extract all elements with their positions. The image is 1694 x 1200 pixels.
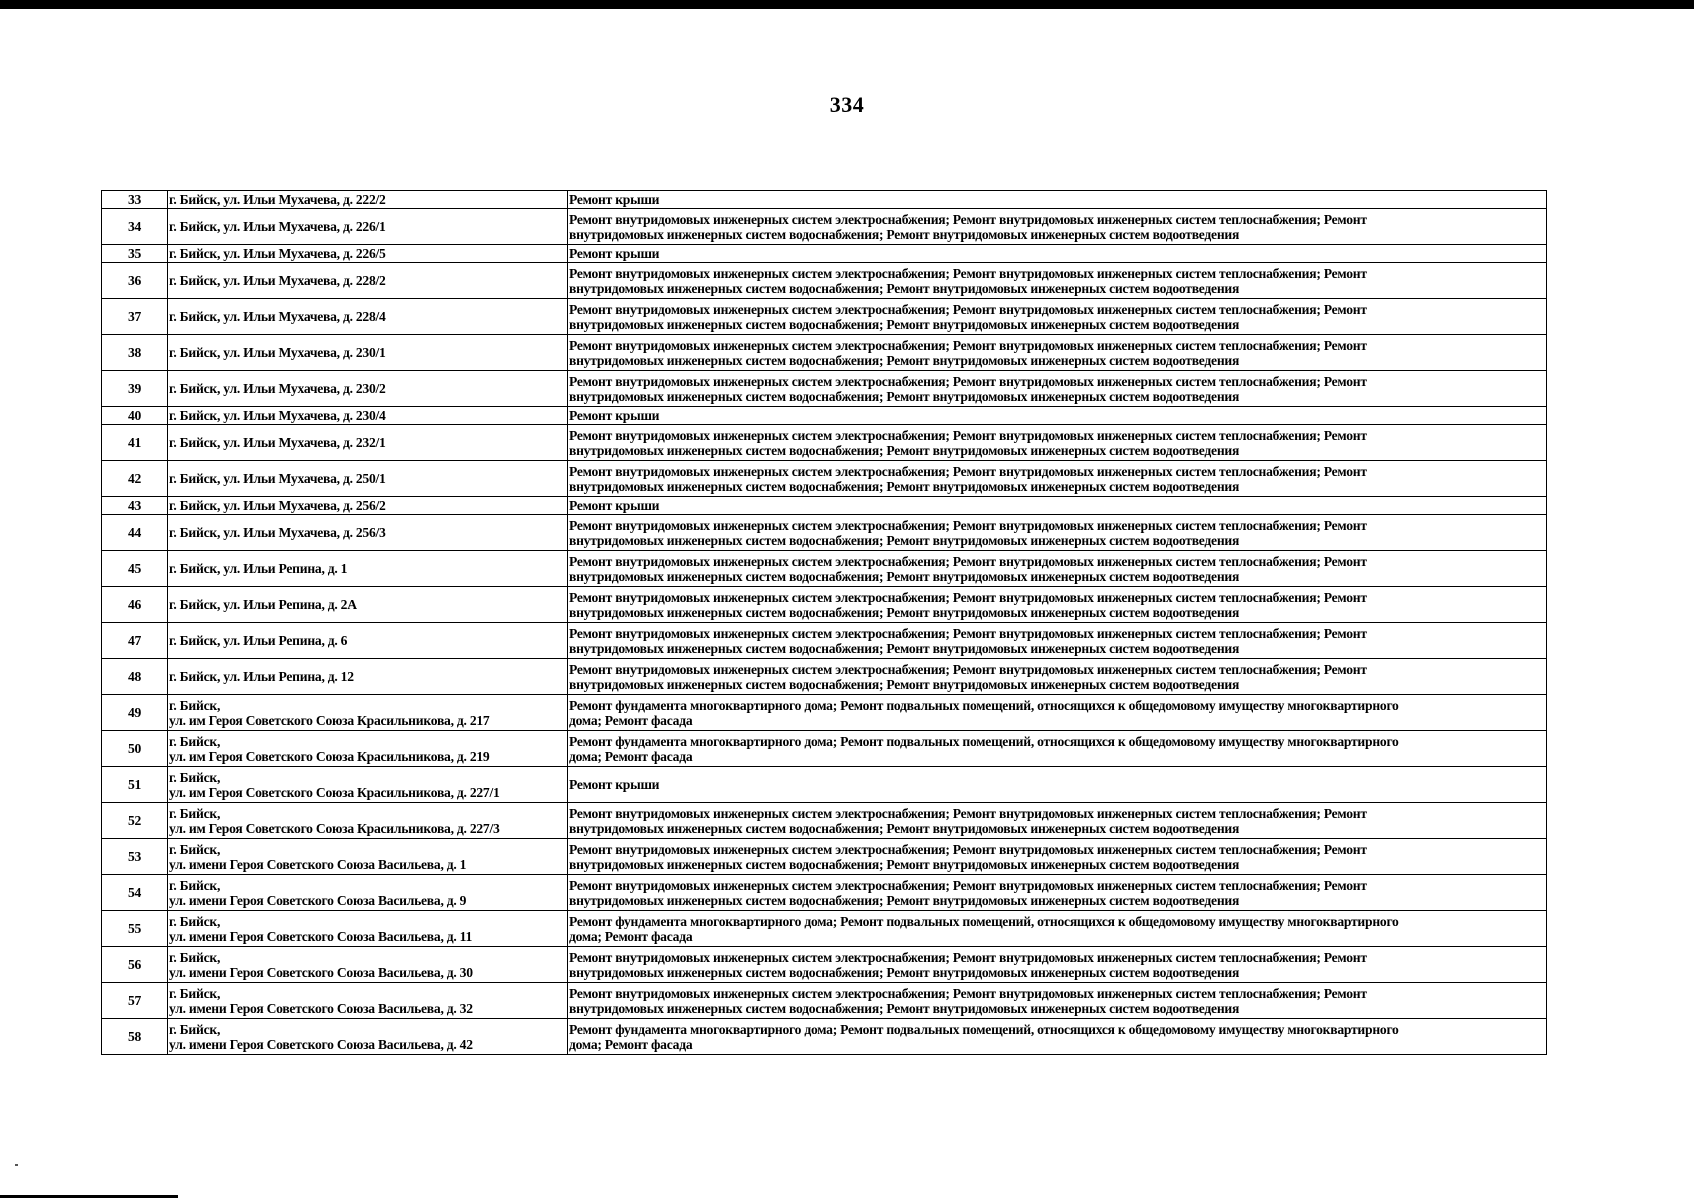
address-cell [168,263,568,299]
row-number: 40 [102,407,168,425]
row-number: 33 [102,191,168,209]
address-line: г. Бийск, ул. Ильи Мухачева, д. 226/1 [169,219,386,234]
works-line: Ремонт фундамента многоквартирного дома; Ремонт подвальных помещений, относящихся к общедомовому имуществу многоквартирного [569,733,1399,749]
scan-speck [15,1164,18,1166]
works-line: внутридомовых инженерных систем водоснабжения; Ремонт внутридомовых инженерных систем водоотведения [569,280,1240,296]
works-cell [568,245,1547,263]
row-number: 45 [102,551,168,587]
table-row [102,731,1547,767]
works-line: Ремонт крыши [569,192,660,207]
table-row [102,407,1547,425]
works-line: дома; Ремонт фасада [569,928,693,944]
address-cell [168,875,568,911]
table-row [102,299,1547,335]
table-row [102,587,1547,623]
works-line: Ремонт фундамента многоквартирного дома; Ремонт подвальных помещений, относящихся к общедомовому имуществу многоквартирного [569,1021,1399,1037]
address-line: г. Бийск, [169,949,221,965]
works-line: Ремонт внутридомовых инженерных систем электроснабжения; Ремонт внутридомовых инженерных систем теплоснабжения; Ремонт [569,553,1367,569]
works-line: внутридомовых инженерных систем водоснабжения; Ремонт внутридомовых инженерных систем водоотведения [569,388,1240,404]
repair-registry-table [101,190,1547,1055]
works-cell [568,263,1547,299]
works-line: внутридомовых инженерных систем водоснабжения; Ремонт внутридомовых инженерных систем водоотведения [569,964,1240,980]
works-cell [568,209,1547,245]
address-cell [168,191,568,209]
address-line: ул. имени Героя Советского Союза Васильева, д. 32 [169,1000,473,1016]
address-cell [168,983,568,1019]
works-line: внутридомовых инженерных систем водоснабжения; Ремонт внутридомовых инженерных систем водоотведения [569,442,1240,458]
works-line: Ремонт внутридомовых инженерных систем электроснабжения; Ремонт внутридомовых инженерных систем теплоснабжения; Ремонт [569,841,1367,857]
works-line: Ремонт крыши [569,408,660,423]
table-row [102,659,1547,695]
works-line: Ремонт внутридомовых инженерных систем электроснабжения; Ремонт внутридомовых инженерных систем теплоснабжения; Ремонт [569,463,1367,479]
scan-bottom-mark [0,1195,178,1198]
works-line: Ремонт фундамента многоквартирного дома; Ремонт подвальных помещений, относящихся к общедомовому имуществу многоквартирного [569,697,1399,713]
table-row [102,245,1547,263]
works-line: Ремонт фундамента многоквартирного дома; Ремонт подвальных помещений, относящихся к общедомовому имуществу многоквартирного [569,913,1399,929]
address-cell [168,1019,568,1055]
works-cell [568,191,1547,209]
works-cell [568,371,1547,407]
works-line: Ремонт внутридомовых инженерных систем электроснабжения; Ремонт внутридомовых инженерных систем теплоснабжения; Ремонт [569,625,1367,641]
registry-table-container [101,190,1546,1055]
works-line: Ремонт крыши [569,246,660,261]
works-cell [568,875,1547,911]
works-line: Ремонт внутридомовых инженерных систем электроснабжения; Ремонт внутридомовых инженерных систем теплоснабжения; Ремонт [569,985,1367,1001]
row-number: 41 [102,425,168,461]
table-row [102,839,1547,875]
table-row [102,425,1547,461]
table-row [102,497,1547,515]
address-line: ул. имени Героя Советского Союза Васильева, д. 42 [169,1036,473,1052]
address-line: г. Бийск, [169,841,221,857]
table-row [102,695,1547,731]
address-cell [168,911,568,947]
works-cell [568,659,1547,695]
works-cell [568,299,1547,335]
address-line: ул. им Героя Советского Союза Красильникова, д. 219 [169,748,490,764]
works-line: внутридомовых инженерных систем водоснабжения; Ремонт внутридомовых инженерных систем водоотведения [569,856,1240,872]
row-number: 37 [102,299,168,335]
address-line: г. Бийск, ул. Ильи Мухачева, д. 222/2 [169,192,386,207]
works-cell [568,551,1547,587]
works-line: внутридомовых инженерных систем водоснабжения; Ремонт внутридомовых инженерных систем водоотведения [569,316,1240,332]
address-cell [168,551,568,587]
table-row [102,803,1547,839]
row-number: 46 [102,587,168,623]
row-number: 36 [102,263,168,299]
address-line: ул. им Героя Советского Союза Красильникова, д. 227/3 [169,820,500,836]
row-number: 48 [102,659,168,695]
works-line: внутридомовых инженерных систем водоснабжения; Ремонт внутридомовых инженерных систем водоотведения [569,226,1240,242]
address-cell [168,209,568,245]
address-line: г. Бийск, [169,1021,221,1037]
works-line: внутридомовых инженерных систем водоснабжения; Ремонт внутридомовых инженерных систем водоотведения [569,640,1240,656]
row-number: 52 [102,803,168,839]
row-number: 53 [102,839,168,875]
works-cell [568,767,1547,803]
address-cell [168,947,568,983]
row-number: 51 [102,767,168,803]
works-line: Ремонт внутридомовых инженерных систем электроснабжения; Ремонт внутридомовых инженерных систем теплоснабжения; Ремонт [569,517,1367,533]
address-cell [168,335,568,371]
row-number: 57 [102,983,168,1019]
row-number: 44 [102,515,168,551]
address-cell [168,461,568,497]
works-line: Ремонт внутридомовых инженерных систем электроснабжения; Ремонт внутридомовых инженерных систем теплоснабжения; Ремонт [569,949,1367,965]
row-number: 55 [102,911,168,947]
page-number: 334 [829,92,865,117]
works-line: внутридомовых инженерных систем водоснабжения; Ремонт внутридомовых инженерных систем водоотведения [569,604,1240,620]
works-cell [568,803,1547,839]
address-line: г. Бийск, [169,877,221,893]
row-number: 34 [102,209,168,245]
works-cell [568,497,1547,515]
address-line: г. Бийск, ул. Ильи Мухачева, д. 256/2 [169,498,386,513]
address-line: г. Бийск, [169,733,221,749]
address-line: г. Бийск, ул. Ильи Мухачева, д. 228/4 [169,309,386,324]
table-row [102,515,1547,551]
works-line: Ремонт внутридомовых инженерных систем электроснабжения; Ремонт внутридомовых инженерных систем теплоснабжения; Ремонт [569,265,1367,281]
address-cell [168,515,568,551]
address-line: ул. имени Героя Советского Союза Васильева, д. 1 [169,856,467,872]
address-cell [168,659,568,695]
address-line: г. Бийск, ул. Ильи Репина, д. 1 [169,561,348,576]
address-line: ул. имени Героя Советского Союза Васильева, д. 30 [169,964,473,980]
works-line: внутридомовых инженерных систем водоснабжения; Ремонт внутридомовых инженерных систем водоотведения [569,532,1240,548]
table-row [102,623,1547,659]
address-line: г. Бийск, [169,805,221,821]
works-cell [568,839,1547,875]
works-line: внутридомовых инженерных систем водоснабжения; Ремонт внутридомовых инженерных систем водоотведения [569,1000,1240,1016]
works-cell [568,911,1547,947]
address-line: г. Бийск, [169,985,221,1001]
table-row [102,911,1547,947]
address-line: г. Бийск, ул. Ильи Мухачева, д. 228/2 [169,273,386,288]
row-number: 54 [102,875,168,911]
works-cell [568,335,1547,371]
row-number: 43 [102,497,168,515]
address-cell [168,803,568,839]
row-number: 47 [102,623,168,659]
works-line: Ремонт внутридомовых инженерных систем электроснабжения; Ремонт внутридомовых инженерных систем теплоснабжения; Ремонт [569,337,1367,353]
works-line: внутридомовых инженерных систем водоснабжения; Ремонт внутридомовых инженерных систем водоотведения [569,892,1240,908]
works-cell [568,1019,1547,1055]
row-number: 42 [102,461,168,497]
table-row [102,875,1547,911]
address-line: г. Бийск, ул. Ильи Мухачева, д. 232/1 [169,435,386,450]
works-cell [568,983,1547,1019]
works-line: Ремонт внутридомовых инженерных систем электроснабжения; Ремонт внутридомовых инженерных систем теплоснабжения; Ремонт [569,301,1367,317]
address-line: г. Бийск, ул. Ильи Мухачева, д. 226/5 [169,246,386,261]
address-cell [168,497,568,515]
row-number: 49 [102,695,168,731]
table-row [102,947,1547,983]
address-line: г. Бийск, ул. Ильи Мухачева, д. 250/1 [169,471,386,486]
address-cell [168,731,568,767]
address-line: ул. имени Героя Советского Союза Васильева, д. 11 [169,928,473,944]
works-cell [568,461,1547,497]
works-cell [568,515,1547,551]
address-cell [168,767,568,803]
address-cell [168,839,568,875]
address-cell [168,695,568,731]
works-cell [568,623,1547,659]
works-line: внутридомовых инженерных систем водоснабжения; Ремонт внутридомовых инженерных систем водоотведения [569,568,1240,584]
works-line: Ремонт внутридомовых инженерных систем электроснабжения; Ремонт внутридомовых инженерных систем теплоснабжения; Ремонт [569,661,1367,677]
address-line: ул. имени Героя Советского Союза Васильева, д. 9 [169,892,467,908]
address-cell [168,371,568,407]
works-cell [568,425,1547,461]
address-line: г. Бийск, ул. Ильи Мухачева, д. 230/1 [169,345,386,360]
table-row [102,461,1547,497]
row-number: 58 [102,1019,168,1055]
table-row [102,1019,1547,1055]
address-line: г. Бийск, ул. Ильи Мухачева, д. 230/4 [169,408,386,423]
works-line: внутридомовых инженерных систем водоснабжения; Ремонт внутридомовых инженерных систем водоотведения [569,478,1240,494]
address-cell [168,299,568,335]
works-line: дома; Ремонт фасада [569,1036,693,1052]
works-line: Ремонт внутридомовых инженерных систем электроснабжения; Ремонт внутридомовых инженерных систем теплоснабжения; Ремонт [569,877,1367,893]
works-line: Ремонт внутридомовых инженерных систем электроснабжения; Ремонт внутридомовых инженерных систем теплоснабжения; Ремонт [569,805,1367,821]
works-line: Ремонт внутридомовых инженерных систем электроснабжения; Ремонт внутридомовых инженерных систем теплоснабжения; Ремонт [569,373,1367,389]
works-line: внутридомовых инженерных систем водоснабжения; Ремонт внутридомовых инженерных систем водоотведения [569,676,1240,692]
table-row [102,767,1547,803]
row-number: 35 [102,245,168,263]
row-number: 38 [102,335,168,371]
works-line: дома; Ремонт фасада [569,748,693,764]
address-line: г. Бийск, ул. Ильи Мухачева, д. 256/3 [169,525,386,540]
works-line: Ремонт внутридомовых инженерных систем электроснабжения; Ремонт внутридомовых инженерных систем теплоснабжения; Ремонт [569,211,1367,227]
address-cell [168,623,568,659]
address-line: г. Бийск, [169,769,221,785]
table-row [102,191,1547,209]
registry-rows [102,191,1547,1055]
address-line: ул. им Героя Советского Союза Красильникова, д. 217 [169,712,490,728]
works-line: Ремонт крыши [569,498,660,513]
address-line: г. Бийск, [169,913,221,929]
address-line: ул. им Героя Советского Союза Красильникова, д. 227/1 [169,784,500,800]
works-line: Ремонт внутридомовых инженерных систем электроснабжения; Ремонт внутридомовых инженерных систем теплоснабжения; Ремонт [569,589,1367,605]
table-row [102,551,1547,587]
works-cell [568,587,1547,623]
works-line: внутридомовых инженерных систем водоснабжения; Ремонт внутридомовых инженерных систем водоотведения [569,352,1240,368]
address-cell [168,407,568,425]
address-line: г. Бийск, ул. Ильи Репина, д. 6 [169,633,348,648]
works-line: Ремонт внутридомовых инженерных систем электроснабжения; Ремонт внутридомовых инженерных систем теплоснабжения; Ремонт [569,427,1367,443]
address-line: г. Бийск, [169,697,221,713]
scan-top-border [0,0,1694,9]
works-line: Ремонт крыши [569,777,660,792]
address-line: г. Бийск, ул. Ильи Репина, д. 12 [169,669,354,684]
works-cell [568,407,1547,425]
table-row [102,209,1547,245]
address-cell [168,425,568,461]
table-row [102,263,1547,299]
table-row [102,371,1547,407]
address-cell [168,587,568,623]
row-number: 50 [102,731,168,767]
works-cell [568,947,1547,983]
works-line: внутридомовых инженерных систем водоснабжения; Ремонт внутридомовых инженерных систем водоотведения [569,820,1240,836]
address-line: г. Бийск, ул. Ильи Мухачева, д. 230/2 [169,381,386,396]
table-row [102,335,1547,371]
row-number: 56 [102,947,168,983]
works-line: дома; Ремонт фасада [569,712,693,728]
works-cell [568,731,1547,767]
address-cell [168,245,568,263]
address-line: г. Бийск, ул. Ильи Репина, д. 2А [169,597,357,612]
table-row [102,983,1547,1019]
row-number: 39 [102,371,168,407]
works-cell [568,695,1547,731]
